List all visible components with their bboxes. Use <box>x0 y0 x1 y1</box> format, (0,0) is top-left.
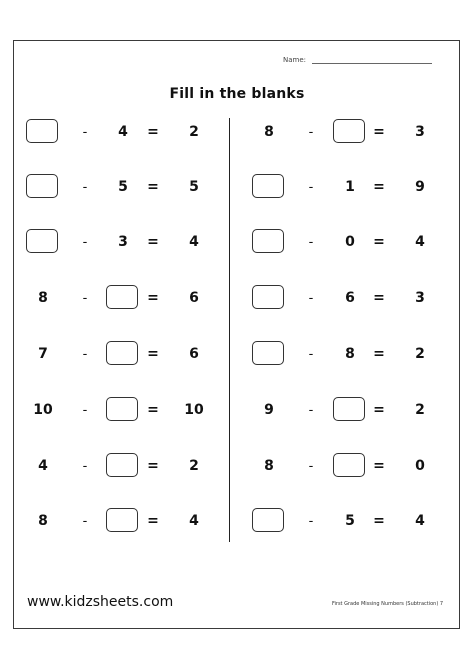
minuend: 8 <box>38 290 48 306</box>
minus-sign: - <box>308 290 314 306</box>
difference: 5 <box>189 179 199 195</box>
equals-sign: = <box>373 346 385 362</box>
name-line <box>312 57 432 64</box>
problem-row <box>0 397 474 423</box>
difference: 6 <box>189 290 199 306</box>
minuend: 8 <box>264 124 274 140</box>
difference: 3 <box>415 290 425 306</box>
minus-sign: - <box>82 234 88 250</box>
minuend: 9 <box>264 402 274 418</box>
equals-sign: = <box>373 290 385 306</box>
equals-sign: = <box>147 402 159 418</box>
equals-sign: = <box>147 179 159 195</box>
subtrahend: 3 <box>118 234 128 250</box>
name-label: Name: <box>283 56 307 64</box>
answer-blank-box[interactable] <box>333 397 365 421</box>
subtrahend: 5 <box>118 179 128 195</box>
equals-sign: = <box>373 513 385 529</box>
difference: 2 <box>415 346 425 362</box>
answer-blank-box[interactable] <box>252 341 284 365</box>
difference: 6 <box>189 346 199 362</box>
equals-sign: = <box>147 234 159 250</box>
minus-sign: - <box>82 458 88 474</box>
subtrahend: 0 <box>345 234 355 250</box>
minuend: 8 <box>38 513 48 529</box>
difference: 4 <box>189 513 199 529</box>
problem-row <box>0 119 474 145</box>
difference: 4 <box>415 513 425 529</box>
minuend: 8 <box>264 458 274 474</box>
difference: 2 <box>189 458 199 474</box>
minus-sign: - <box>308 179 314 195</box>
answer-blank-box[interactable] <box>252 508 284 532</box>
subtrahend: 4 <box>118 124 128 140</box>
minuend: 4 <box>38 458 48 474</box>
problem-row <box>0 229 474 255</box>
difference: 9 <box>415 179 425 195</box>
answer-blank-box[interactable] <box>333 119 365 143</box>
equals-sign: = <box>373 234 385 250</box>
minuend: 7 <box>38 346 48 362</box>
difference: 4 <box>415 234 425 250</box>
page-title: Fill in the blanks <box>169 86 305 102</box>
minus-sign: - <box>82 346 88 362</box>
equals-sign: = <box>147 458 159 474</box>
minus-sign: - <box>308 234 314 250</box>
equals-sign: = <box>147 290 159 306</box>
problem-row <box>0 508 474 534</box>
equals-sign: = <box>147 346 159 362</box>
minuend: 10 <box>33 402 53 418</box>
minus-sign: - <box>82 179 88 195</box>
subtrahend: 1 <box>345 179 355 195</box>
minus-sign: - <box>308 402 314 418</box>
equals-sign: = <box>147 124 159 140</box>
answer-blank-box[interactable] <box>252 229 284 253</box>
problem-row <box>0 341 474 367</box>
answer-blank-box[interactable] <box>333 453 365 477</box>
equals-sign: = <box>373 458 385 474</box>
equals-sign: = <box>373 179 385 195</box>
equals-sign: = <box>373 402 385 418</box>
problem-row <box>0 453 474 479</box>
subtrahend: 5 <box>345 513 355 529</box>
footer-caption: First Grade Missing Numbers (Subtraction) 7 <box>332 601 444 607</box>
difference: 2 <box>189 124 199 140</box>
minus-sign: - <box>308 346 314 362</box>
answer-blank-box[interactable] <box>252 285 284 309</box>
minus-sign: - <box>82 124 88 140</box>
equals-sign: = <box>147 513 159 529</box>
difference: 0 <box>415 458 425 474</box>
name-field <box>283 56 432 64</box>
subtrahend: 8 <box>345 346 355 362</box>
minus-sign: - <box>308 458 314 474</box>
answer-blank-box[interactable] <box>252 174 284 198</box>
difference: 3 <box>415 124 425 140</box>
equals-sign: = <box>373 124 385 140</box>
difference: 10 <box>184 402 204 418</box>
difference: 4 <box>189 234 199 250</box>
minus-sign: - <box>82 290 88 306</box>
minus-sign: - <box>308 124 314 140</box>
difference: 2 <box>415 402 425 418</box>
minus-sign: - <box>82 513 88 529</box>
problem-row <box>0 174 474 200</box>
minus-sign: - <box>82 402 88 418</box>
minus-sign: - <box>308 513 314 529</box>
subtrahend: 6 <box>345 290 355 306</box>
website-url: www.kidzsheets.com <box>27 594 174 610</box>
problem-row <box>0 285 474 311</box>
